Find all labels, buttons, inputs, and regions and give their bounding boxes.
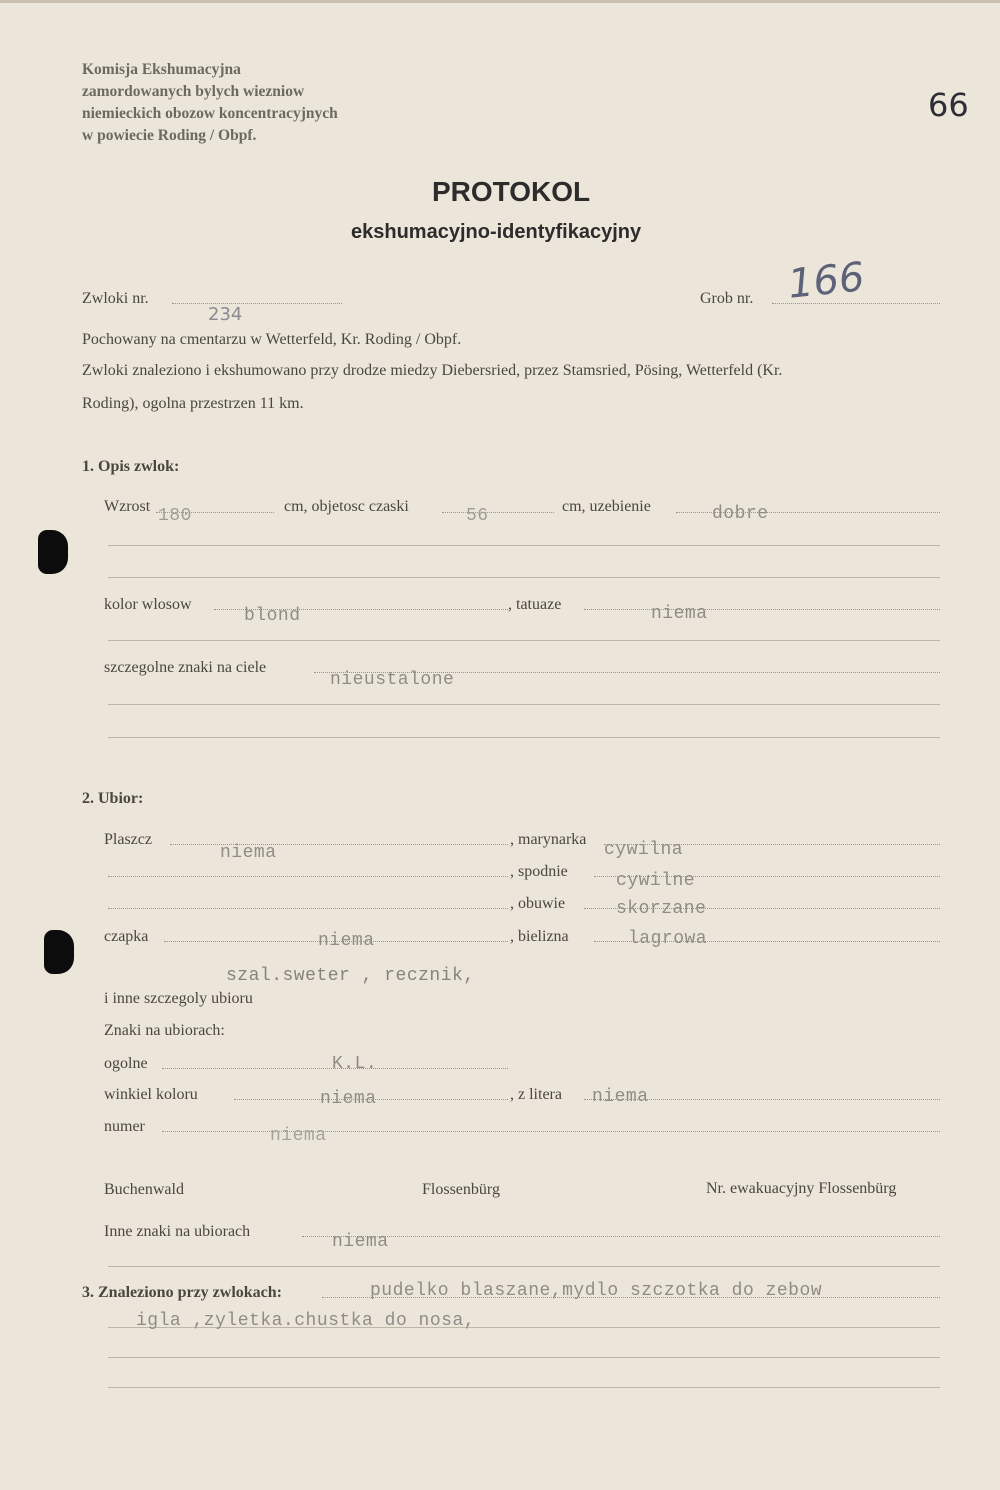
tatuaze-value: niema: [651, 604, 708, 624]
znaleziono-text-2: Roding), ogolna przestrzen 11 km.: [82, 395, 304, 412]
blank-line: [108, 1266, 940, 1267]
blank-line: [108, 704, 940, 705]
pochowany-text: Pochowany na cmentarzu w Wetterfeld, Kr. Roding / Obpf.: [82, 331, 462, 348]
punch-hole: [44, 930, 74, 974]
znaki-cialo-label: szczegolne znaki na ciele: [104, 659, 267, 676]
blank-dotted-line: [108, 876, 508, 877]
bielizna-label: , bielizna: [510, 928, 569, 945]
section-1-heading: 1. Opis zwlok:: [82, 458, 180, 475]
numer-label: numer: [104, 1118, 145, 1135]
obuwie-value: skorzane: [616, 899, 707, 919]
section-3-heading: 3. Znaleziono przy zwlokach:: [82, 1284, 282, 1301]
plaszcz-value: niema: [220, 843, 277, 863]
znaleziono-value-2: igla ,zyletka.chustka do nosa,: [136, 1311, 476, 1331]
czaska-value: 56: [466, 506, 489, 526]
section-2-heading: 2. Ubior:: [82, 790, 144, 807]
inne-znaki-value: niema: [332, 1232, 389, 1252]
zwloki-label: Zwloki nr.: [82, 290, 149, 307]
grob-label: Grob nr.: [700, 290, 754, 307]
marynarka-label: , marynarka: [510, 831, 587, 848]
spodnie-label: , spodnie: [510, 863, 568, 880]
winkiel-value: niema: [320, 1089, 377, 1109]
marynarka-value: cywilna: [604, 840, 684, 860]
blank-dotted-line: [108, 908, 508, 909]
inne-ubior-value: szal.sweter , recznik,: [226, 966, 475, 986]
ogolne-value: K.L.: [332, 1054, 378, 1074]
kolor-value: blond: [244, 606, 301, 626]
zwloki-dotted-line: [172, 303, 342, 304]
kolor-label: kolor wlosow: [104, 596, 192, 613]
document-subtitle: ekshumacyjno-identyfikacyjny: [351, 221, 642, 243]
czapka-value: niema: [318, 931, 375, 951]
blank-line: [108, 577, 940, 578]
inne-znaki-label: Inne znaki na ubiorach: [104, 1223, 251, 1240]
znaki-ubior-label: Znaki na ubiorach:: [104, 1022, 225, 1039]
znaleziono-value-1: pudelko blaszane,mydlo szczotka do zebow: [370, 1281, 823, 1301]
blank-line: [108, 1387, 940, 1388]
uzebienie-label: cm, uzebienie: [562, 498, 651, 515]
spodnie-value: cywilne: [616, 871, 696, 891]
wzrost-label: Wzrost: [104, 498, 151, 515]
inne-ubior-label: i inne szczegoly ubioru: [104, 990, 253, 1007]
header-line-2: zamordowanych bylych wiezniow: [82, 83, 305, 100]
tatuaze-label: , tatuaze: [508, 596, 562, 613]
bielizna-value: lagrowa: [628, 929, 708, 949]
header-line-1: Komisja Ekshumacyjna: [82, 61, 241, 78]
uzebienie-value: dobre: [712, 504, 769, 524]
czaska-label: cm, objetosc czaski: [284, 498, 409, 515]
header-line-3: niemieckich obozow koncentracyjnych: [82, 105, 338, 122]
inne-znaki-dotted-line: [302, 1236, 940, 1237]
znaki-cialo-value: nieustalone: [330, 670, 455, 690]
buchenwald-label: Buchenwald: [104, 1181, 184, 1198]
grob-number: 166: [785, 254, 867, 308]
czaska-dotted-line: [442, 512, 554, 513]
blank-line: [108, 1357, 940, 1358]
numer-value: niema: [270, 1126, 327, 1146]
document-title: PROTOKOL: [432, 176, 591, 207]
tatuaze-dotted-line: [584, 609, 940, 610]
page-number: 66: [928, 86, 969, 124]
litera-label: , z litera: [510, 1086, 562, 1103]
wzrost-value: 180: [158, 506, 192, 526]
blank-line: [108, 640, 940, 641]
ogolne-label: ogolne: [104, 1055, 148, 1072]
litera-value: niema: [592, 1087, 649, 1107]
plaszcz-label: Plaszcz: [104, 831, 152, 848]
czapka-label: czapka: [104, 928, 149, 945]
punch-hole: [38, 530, 68, 574]
obuwie-label: , obuwie: [510, 895, 566, 912]
blank-line: [108, 545, 940, 546]
flossenburg-label: Flossenbürg: [422, 1181, 500, 1198]
blank-line: [108, 737, 940, 738]
header-line-4: w powiecie Roding / Obpf.: [82, 127, 257, 144]
winkiel-label: winkiel koloru: [104, 1086, 198, 1103]
znaleziono-text-1: Zwloki znaleziono i ekshumowano przy drodze miedzy Diebersried, przez Stamsried, Pösing, Wetterfeld (Kr.: [82, 362, 783, 379]
top-edge: [0, 0, 1000, 3]
zwloki-number: 234: [208, 304, 243, 325]
ewakuacyjny-label: Nr. ewakuacyjny Flossenbürg: [706, 1180, 897, 1197]
